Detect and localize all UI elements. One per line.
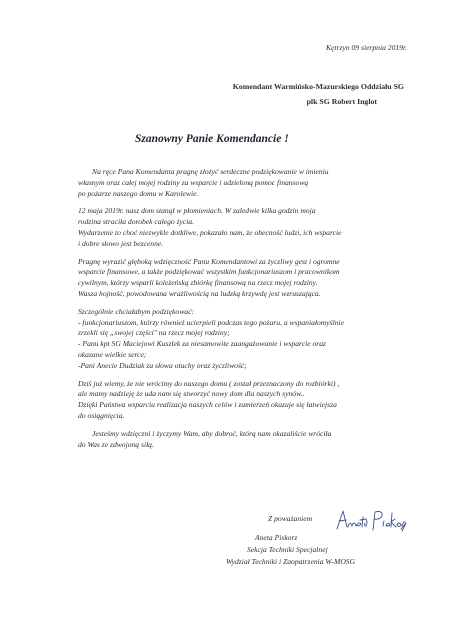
signer-department: Wydział Techniki i Zaopatrzenia W-MOSG <box>226 557 356 566</box>
body-line: Szczególnie chciałabym podziękować: <box>78 306 194 316</box>
recipient-title: Komendant Warmińsko-Mazurskiego Oddziału SG <box>232 82 404 91</box>
body-line: i dobre słowo jest bezcenne. <box>78 238 164 248</box>
body-line: Dziś już wiemy, że nie wrócimy do naszego domu ( został przeznaczony do rozbiórki) , <box>78 378 340 388</box>
body-line: do osiągnięcia. <box>78 410 125 420</box>
body-line: okazane wielkie serce; <box>78 349 147 359</box>
letter-body <box>78 167 408 457</box>
body-line: Jesteśmy wdzięczni i życzymy Wam, aby dobroć, którą nam okazaliście wróciła <box>92 428 332 438</box>
body-line: wsparcie finansowe, a także podziękować wszystkim funkcjonariuszom i pracownikom <box>78 267 340 277</box>
body-line: do Was ze zdwojoną siłą. <box>78 439 154 449</box>
salutation: Szanowny Panie Komendancie ! <box>135 133 289 145</box>
body-line: zrzekli się „swojej części" na rzecz mojej rodziny; <box>78 328 230 338</box>
body-line: własnym oraz całej mojej rodziny za wsparcie i udzieloną pomoc finansową <box>78 177 309 187</box>
recipient-name: plk SG Robert Inglot <box>306 97 377 106</box>
paragraph-special-thanks <box>78 307 408 372</box>
paragraph-fire <box>78 206 408 249</box>
body-line: - funkcjonariuszom, którzy również ucierpieli podczas tego pożaru, a wspaniałomyślnie <box>78 317 344 327</box>
signer-name: Aneta Piskorz <box>255 533 298 542</box>
letter-date: Kętrzyn 09 sierpnia 2019r. <box>325 43 407 52</box>
body-line: ale mamy nadzieję że uda nam się stworzyć nowy dom dla naszych synów.. <box>78 389 305 399</box>
body-line: rodzina straciła dorobek całego życia. <box>78 217 195 227</box>
signer-section: Sekcja Techniki Specjalnej <box>247 545 328 554</box>
paragraph-closing-wish <box>78 429 408 451</box>
body-line: Wasza hojność, powodowana wrażliwością na ludzką krzywdę jest wzruszająca. <box>78 288 321 298</box>
paragraph-future <box>78 379 408 422</box>
body-line: -Pani Anecie Dudziak za słowa otuchy oraz życzliwość; <box>78 360 247 370</box>
body-line: po pożarze naszego domu w Karolewie. <box>78 188 199 198</box>
closing-regards: Z poważaniem <box>268 514 313 523</box>
paragraph-gratitude <box>78 257 408 300</box>
paragraph-thanks <box>78 167 408 199</box>
body-line: Dzięki Państwa wsparciu realizacja naszych celów i zamierzeń okazuje się łatwiejsza <box>78 400 337 410</box>
body-line: Pragnę wyrazić głęboką wdzięczność Panu Komendantowi za życzliwy gest i ogromne <box>78 256 340 266</box>
body-line: Na ręce Pana Komendanta pragnę złożyć serdeczne podziękowanie w imieniu <box>92 167 329 176</box>
body-line: cywilnym, którzy wsparli koleżeńską zbiórkę finansową na rzecz mojej rodziny. <box>78 278 318 288</box>
body-line: - Panu kpt SG Maciejowi Kuszlek za niesamowite zaangażowanie i wsparcie oraz <box>78 339 326 349</box>
body-line: 12 maja 2019r. nasz dom stanął w płomieniach. W zaledwie kilka godzin moja <box>78 206 316 216</box>
body-line: Wydarzenie to choć niezwykle dotkliwe, pokazało nam, że obecność ludzi, ich wsparcie <box>78 227 342 237</box>
handwritten-signature <box>335 505 407 533</box>
